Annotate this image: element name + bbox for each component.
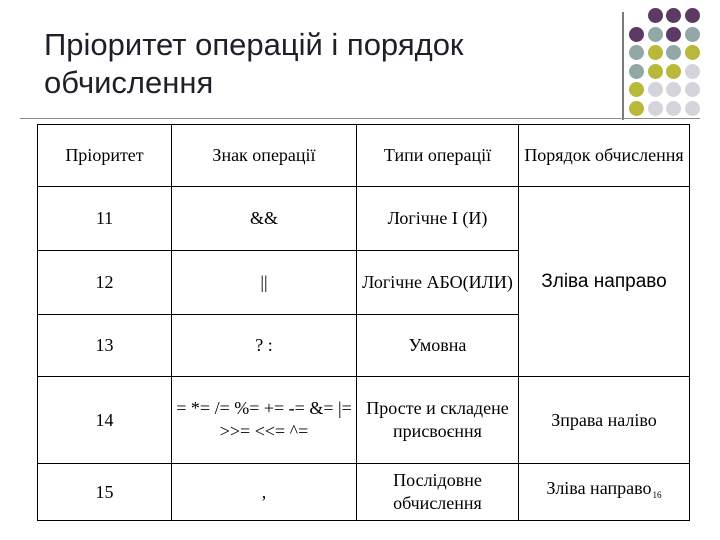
cell-order-merged: Зліва направо bbox=[519, 187, 690, 377]
decorative-horizontal-line bbox=[20, 118, 700, 119]
decorative-dot bbox=[648, 45, 663, 60]
table-row bbox=[38, 464, 690, 521]
decorative-vertical-line bbox=[622, 12, 624, 120]
cell-sign: ? : bbox=[172, 315, 357, 377]
decorative-dot bbox=[648, 8, 663, 23]
cell-priority: 15 bbox=[38, 464, 172, 521]
cell-type: Логічне АБО(ИЛИ) bbox=[357, 251, 519, 315]
decorative-dot bbox=[629, 27, 644, 42]
cell-type: Просте и складене присвоєння bbox=[357, 377, 519, 464]
decorative-dot bbox=[629, 101, 644, 116]
decorative-dot-grid bbox=[629, 8, 717, 118]
header-operation-type: Типи операції bbox=[357, 125, 519, 187]
decorative-dot bbox=[685, 27, 700, 42]
cell-sign: = *= /= %= += -= &= |= >>= <<= ^= bbox=[172, 377, 357, 464]
cell-priority: 14 bbox=[38, 377, 172, 464]
decorative-dot bbox=[629, 64, 644, 79]
slide-title-line-2: обчислення bbox=[44, 65, 214, 100]
decorative-dot bbox=[666, 101, 681, 116]
decorative-dot bbox=[648, 64, 663, 79]
page-number: 16 bbox=[652, 490, 662, 501]
cell-sign: , bbox=[172, 464, 357, 521]
operator-precedence-table bbox=[37, 124, 690, 521]
slide-title-line-1: Пріоритет операцій і порядок bbox=[44, 27, 464, 62]
decorative-dot bbox=[666, 8, 681, 23]
decorative-dot bbox=[666, 45, 681, 60]
decorative-dot bbox=[629, 82, 644, 97]
decorative-dot bbox=[648, 101, 663, 116]
decorative-dot bbox=[685, 45, 700, 60]
decorative-dot bbox=[629, 45, 644, 60]
cell-sign: || bbox=[172, 251, 357, 315]
cell-type: Умовна bbox=[357, 315, 519, 377]
header-priority: Пріоритет bbox=[38, 125, 172, 187]
cell-priority: 13 bbox=[38, 315, 172, 377]
decorative-dot bbox=[685, 8, 700, 23]
decorative-dot bbox=[666, 82, 681, 97]
cell-order: Зліва направо bbox=[546, 477, 652, 498]
decorative-dot bbox=[685, 101, 700, 116]
slide-title bbox=[44, 26, 604, 102]
cell-order: Зправа наліво bbox=[519, 377, 690, 464]
decorative-dot bbox=[666, 27, 681, 42]
table-row bbox=[38, 377, 690, 464]
cell-type: Послідовне обчислення bbox=[357, 464, 519, 521]
decorative-dot bbox=[685, 64, 700, 79]
cell-sign: && bbox=[172, 187, 357, 251]
decorative-dot bbox=[648, 82, 663, 97]
header-operator-sign: Знак операції bbox=[172, 125, 357, 187]
cell-order-with-page-number bbox=[519, 464, 690, 521]
decorative-dot bbox=[648, 27, 663, 42]
table-header-row bbox=[38, 125, 690, 187]
cell-priority: 12 bbox=[38, 251, 172, 315]
table-row bbox=[38, 187, 690, 251]
decorative-dot bbox=[666, 64, 681, 79]
decorative-dot bbox=[685, 82, 700, 97]
cell-type: Логічне І (И) bbox=[357, 187, 519, 251]
header-evaluation-order: Порядок обчислення bbox=[519, 125, 690, 187]
cell-priority: 11 bbox=[38, 187, 172, 251]
